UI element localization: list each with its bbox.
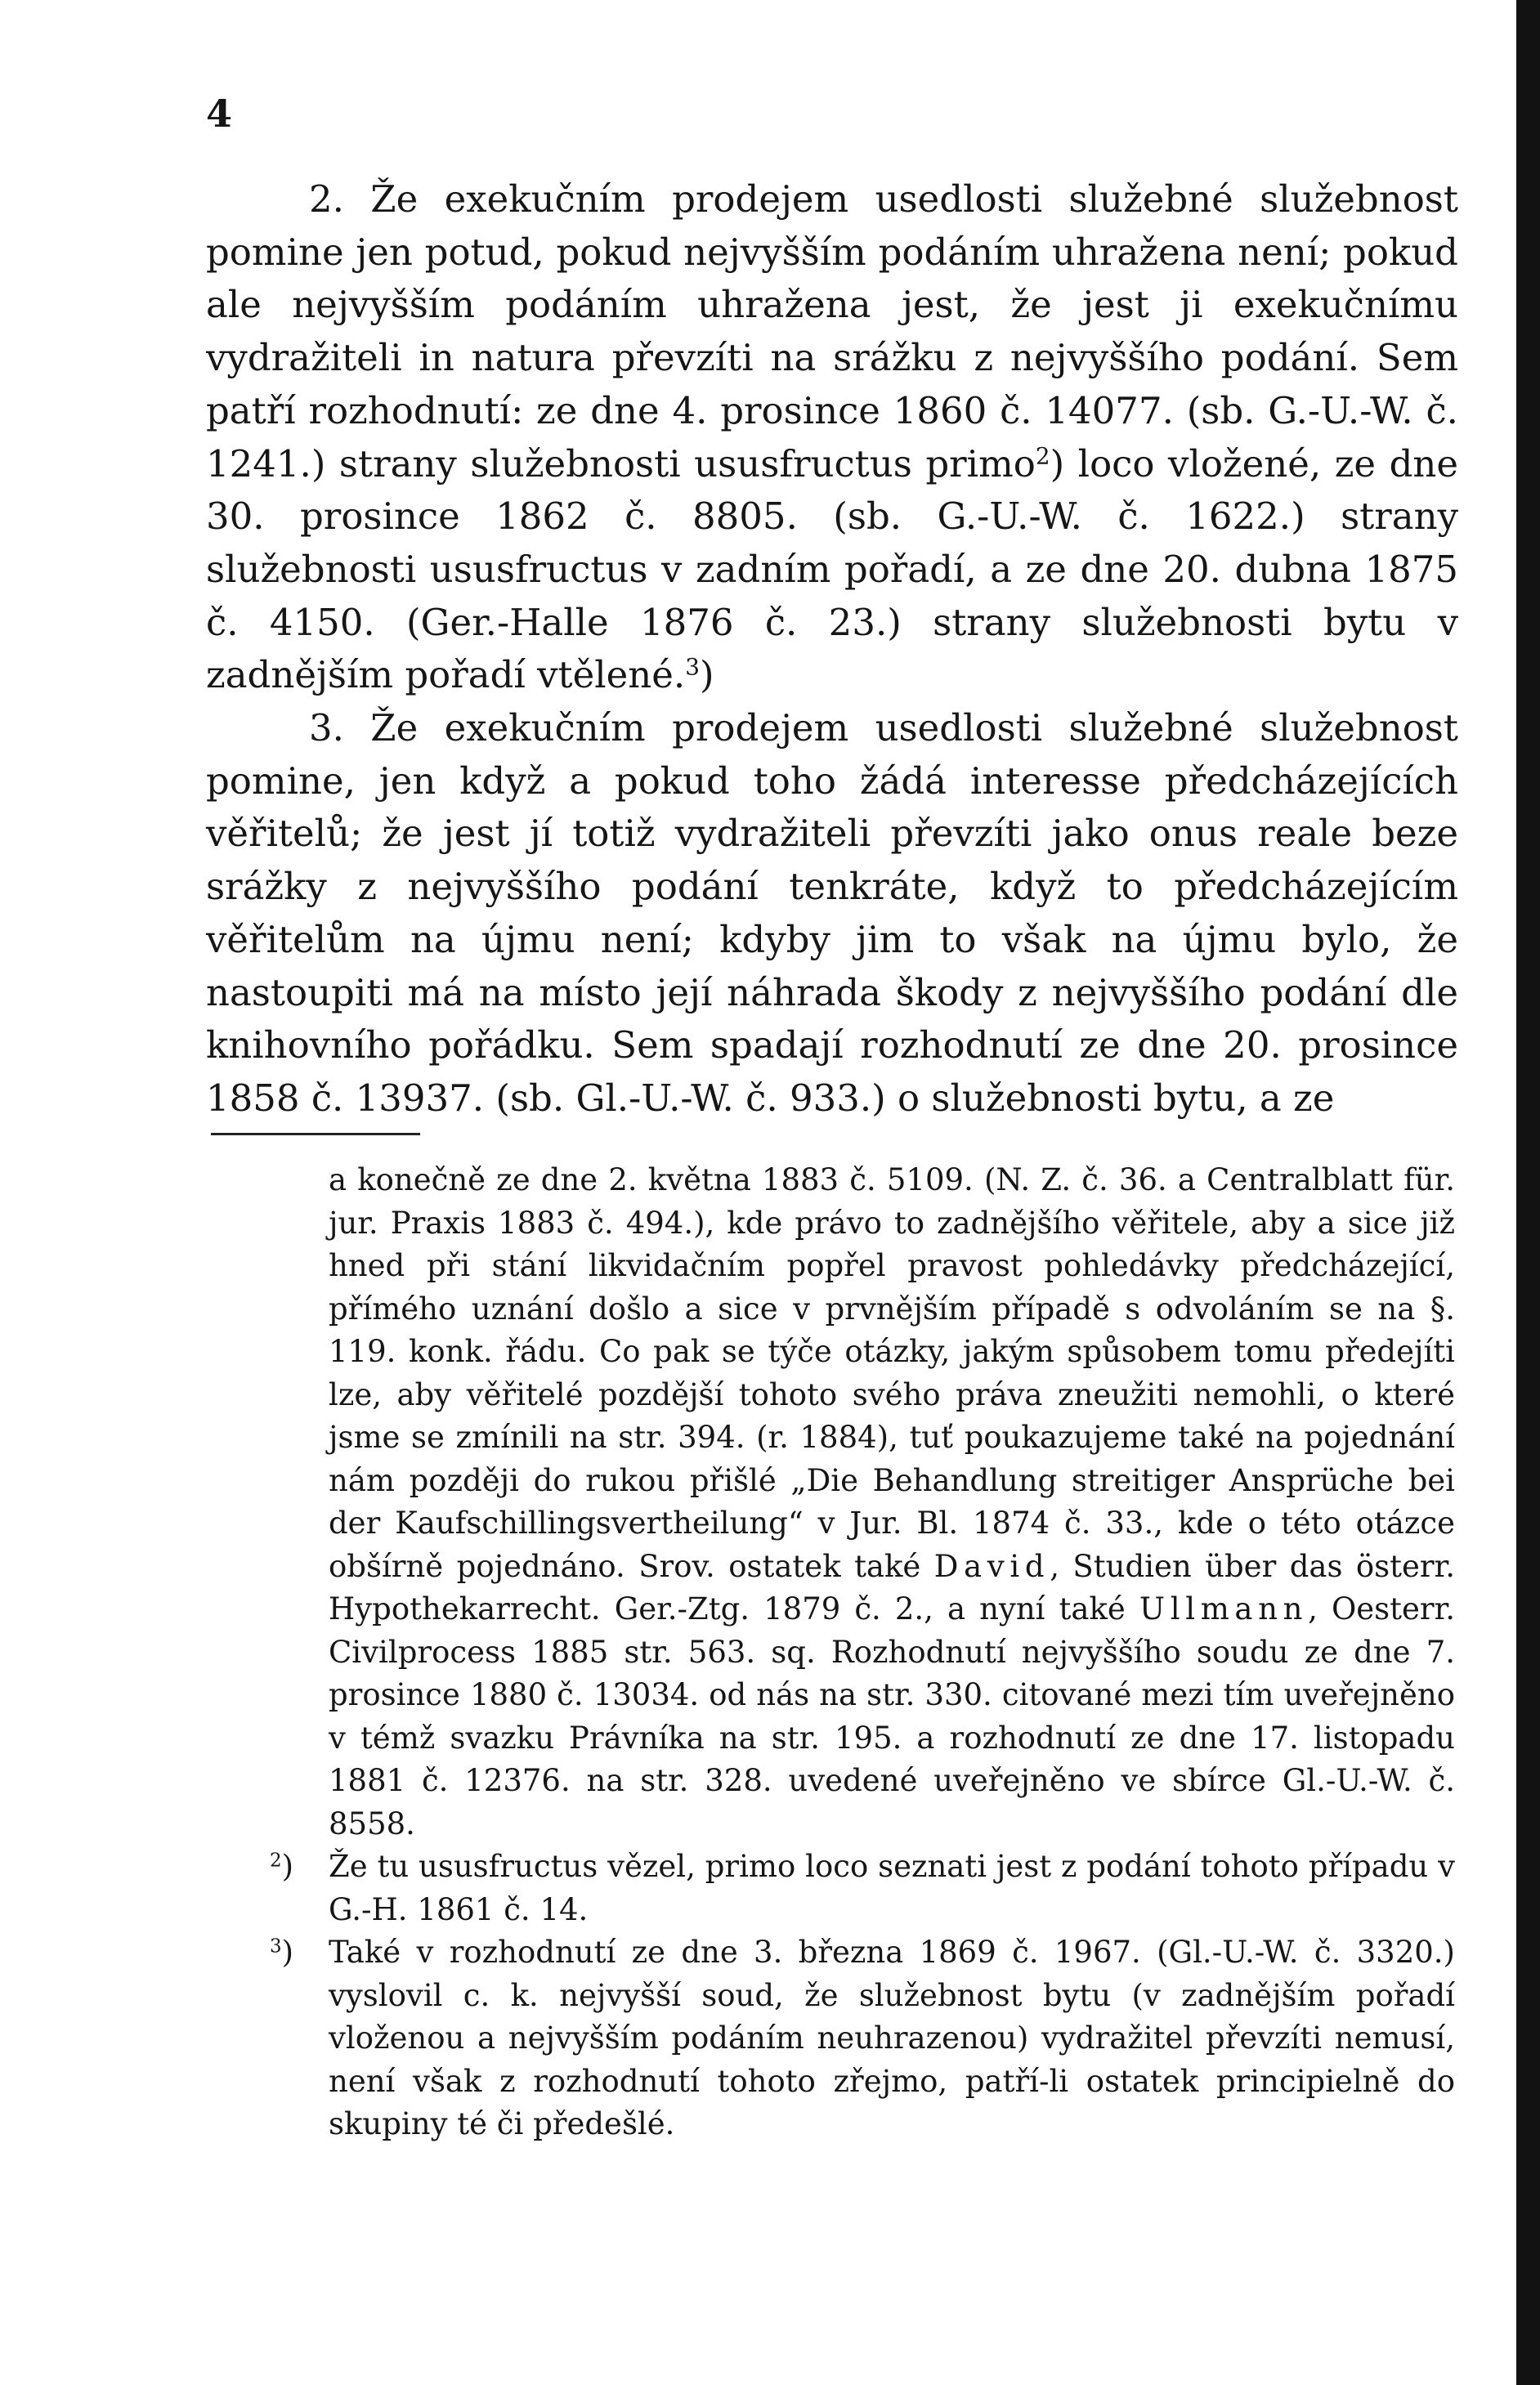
footnote-3 <box>270 1931 1455 2146</box>
footnote-3-paren: ) <box>281 1935 294 1970</box>
footnote-2-text: Že tu ususfructus vězel, primo loco seznati jest z podání tohoto případu v G.-H. 1861 č. 14. <box>329 1849 1455 1927</box>
footnote-3-text: Také v rozhodnutí ze dne 3. března 1869 č. 1967. (Gl.-U.-W. č. 3320.) vyslovil c. k. nejvyšší soud, že služebnost bytu (v zadnějším pořadí vloženou a nejvyšším podáním neuhrazenou) vydražitel převzíti nemusí, není však z rozhodnutí tohoto zřejmo, patří-li ostatek principielně do skupiny té či předešlé. <box>329 1935 1455 2141</box>
paragraph-2-text-b: ) loco vložené, ze dne 30. prosince 1862 č. 8805. (sb. G.-U.-W. č. 1622.) strany služebnosti ususfructus v zadním pořadí, a ze dne 20. dubna 1875 č. 4150. (Ger.-Halle 1876 č. 23.) strany služebnosti bytu v zadnějším pořadí vtělené. <box>206 441 1458 697</box>
footnote-3-mark <box>270 1931 293 1975</box>
footnotes <box>270 1159 1456 2146</box>
author-name-david: David <box>933 1548 1050 1584</box>
author-name-ullmann: Ullmann <box>1139 1591 1309 1627</box>
footnote-continuation <box>329 1159 1455 1846</box>
footnote-3-number: 3 <box>270 1935 282 1958</box>
footnote-2-mark <box>270 1846 293 1889</box>
main-text <box>206 173 1458 1125</box>
paragraph-2-text-a: 2. Že exekučním prodejem usedlosti služebné služebnost pomine jen potud, pokud nejvyšším podáním uhražena není; pokud ale nejvyšším podáním uhražena jest, že jest ji exekučnímu vydražiteli in natura převzíti na srážku z nejvyššího podání. Sem patří rozhodnutí: ze dne 4. prosince 1860 č. 14077. (sb. G.-U.-W. č. 1241.) strany služebnosti ususfructus primo <box>206 177 1458 486</box>
footnote-2 <box>270 1846 1455 1931</box>
page-number: 4 <box>206 92 233 136</box>
footnote-continuation-text-c: , Oesterr. Civilprocess 1885 str. 563. sq. Rozhodnutí nejvyššího soudu ze dne 7. prosince 1880 č. 13034. od nás na str. 330. citované mezi tím uveřejněno v témž svazku Právníka na str. 195. a rozhodnutí ze dne 17. listopadu 1881 č. 12376. na str. 328. uvedené uveřejněno ve sbírce Gl.-U.-W. č. 8558. <box>329 1591 1456 1841</box>
paragraph-2-text-c: ) <box>699 653 714 697</box>
footnote-ref-2: 2 <box>1035 442 1050 470</box>
footnote-continuation-text-b: , Studien über das österr. Hypothekarrecht. Ger.-Ztg. 1879 č. 2., a nyní také <box>329 1548 1455 1627</box>
footnote-2-paren: ) <box>281 1849 294 1884</box>
footnote-continuation-text-a: a konečně ze dne 2. května 1883 č. 5109. (N. Z. č. 36. a Centralblatt für. jur. Praxis 1883 č. 494.), kde právo to zadnějšího věřitele, aby a sice již hned při stání likvidačním popřel pravost pohledávky předcházející, přímého uznání došlo a sice v prvnějším případě s odvoláním se na §. 119. konk. řádu. Co pak se týče otázky, jakým spůsobem tomu předejíti lze, aby věřitelé pozdější tohoto svého práva zneužiti nemohli, o které jsme se zmínili na str. 394. (r. 1884), tuť poukazujeme také na pojednání nám později do rukou přišlé „Die Behandlung streitiger Ansprüche bei der Kaufschillingsvertheilung“ v Jur. Bl. 1874 č. 33., kde o této otázce obšírně pojednáno. Srov. ostatek také <box>329 1162 1455 1584</box>
paragraph-2 <box>206 173 1458 702</box>
footnote-ref-3: 3 <box>685 653 700 681</box>
footnote-separator <box>211 1133 420 1135</box>
footnote-2-number: 2 <box>270 1850 282 1872</box>
paragraph-3: 3. Že exekučním prodejem usedlosti služebné služebnost pomine, jen když a pokud toho žádá interesse předcházejících věřitelů; že jest jí totiž vydražiteli převzíti jako onus reale beze srážky z nejvyššího podání tenkráte, když to předcházejícím věřitelům na újmu není; kdyby jim to však na újmu bylo, že nastoupiti má na místo její náhrada škody z nejvyššího podání dle knihovního pořádku. Sem spadají rozhodnutí ze dne 20. prosince 1858 č. 13937. (sb. Gl.-U.-W. č. 933.) o služebnosti bytu, a ze <box>206 706 1458 1120</box>
page-edge-border <box>1516 0 1540 2385</box>
